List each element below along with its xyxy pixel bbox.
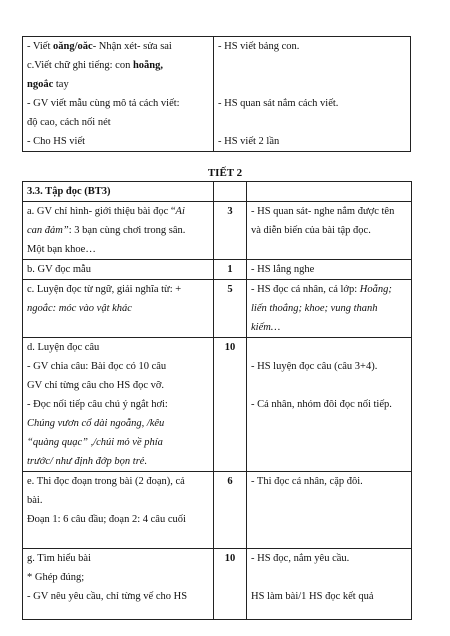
text-line [27,75,209,94]
text-fragment: - Đọc nối tiếp câu chú ý ngắt hơi: [27,399,168,410]
text-fragment: - HS viết bảng con. [218,41,300,52]
table-row [23,260,412,280]
text-line [27,357,209,376]
table-row [23,338,412,472]
text-fragment: - HS lắng nghe [251,264,315,275]
text-line [27,452,209,471]
text-fragment: e. Thi đọc đoạn trong bài (2 đoạn), cả [27,476,185,487]
text-fragment: Chúng vươn cổ dài ngoẵng, /kêu [27,418,165,429]
activity-table-main [22,181,412,620]
text-fragment: tay [53,79,69,90]
minutes-value: 10 [224,342,236,353]
text-fragment: ngoắc: móc vào vật khác [27,303,132,314]
text-line [27,113,209,132]
text-fragment: Ai [175,206,185,217]
time-cell [214,280,247,338]
text-line [218,56,406,75]
student-activity-cell [247,260,412,280]
text-line [27,491,209,510]
text-line [251,549,407,568]
text-line [27,299,209,318]
section-title-cell [23,182,214,202]
text-line [27,56,209,75]
text-line [218,94,406,113]
text-line [27,587,209,606]
text-fragment: a. GV chỉ hình- giới thiệu bài đọc “ [27,206,176,217]
teacher-activity-cell [23,260,214,280]
text-fragment: ngoắc [27,79,54,90]
text-fragment: và diễn biến của bài tập đọc. [251,225,371,236]
minutes-value: 3 [227,206,233,217]
text-line [251,357,407,376]
student-activity-cell [214,37,411,152]
text-line [27,549,209,568]
text-line [251,338,407,357]
text-fragment: - Viết [27,41,54,52]
text-line [27,94,209,113]
text-line [27,132,209,151]
text-line [27,202,209,221]
time-cell [214,549,247,620]
text-fragment: - Cá nhân, nhóm đôi đọc nối tiếp. [251,399,392,410]
table-row [23,202,412,260]
text-line [27,510,209,529]
text-line [251,280,407,299]
text-fragment: độ cao, cách nối nét [27,117,111,128]
text-line [251,318,407,337]
text-line [218,37,406,56]
lesson-heading: TIẾT 2 [207,167,243,179]
activity-table-top [22,36,411,152]
text-line [27,221,209,240]
text-line [251,587,407,606]
teacher-activity-cell [23,280,214,338]
text-fragment: - Nhận xét- sửa sai [92,41,172,52]
student-activity-cell [247,472,412,549]
text-fragment: - GV viết mẫu cùng mô tả cách viết: [27,98,180,109]
text-line [251,395,407,414]
text-line [251,260,407,279]
minutes-value: 10 [224,553,236,564]
text-fragment: b. GV đọc mẫu [27,264,91,275]
text-fragment: bài. [27,495,43,506]
text-fragment: - Thi đọc cá nhân, cặp đôi. [251,476,363,487]
table-row [23,37,411,152]
text-fragment: Hoẵng; [359,284,392,295]
minutes-value: 1 [227,264,233,275]
teacher-activity-cell [23,472,214,549]
text-fragment: - Cho HS viết [27,136,86,147]
text-line [218,113,406,132]
text-fragment: GV chỉ từng câu cho HS đọc vỡ. [27,380,165,391]
text-line [218,132,406,151]
text-line [27,472,209,491]
text-line [27,568,209,587]
text-fragment: c. Luyện đọc từ ngữ, giải nghĩa từ: + [27,284,182,295]
text-line [27,414,209,433]
text-line [251,472,407,491]
text-fragment: trước/ như định đớp bọn trẻ. [27,456,148,467]
text-line [27,260,209,279]
time-cell [214,472,247,549]
text-fragment: c.Viết chữ ghi tiếng: con [27,60,133,71]
student-activity-cell [247,202,412,260]
text-line [251,299,407,318]
text-line [251,376,407,395]
table-row [23,280,412,338]
time-cell [214,338,247,472]
student-activity-cell [247,182,412,202]
time-cell [214,260,247,280]
text-line [27,37,209,56]
text-line [27,376,209,395]
text-fragment: Một bạn khoe… [27,244,96,255]
text-fragment: - GV chia câu: Bài đọc có 10 câu [27,361,167,372]
text-fragment: - GV nêu yêu cầu, chỉ từng vế cho HS [27,591,188,602]
text-fragment: liến thoắng; khoe; vung thanh [251,303,378,314]
text-fragment: kiếm… [251,322,281,333]
text-line [251,202,407,221]
text-fragment: - HS viết 2 lần [218,136,280,147]
table-row [23,549,412,620]
teacher-activity-cell [23,549,214,620]
text-fragment: g. Tìm hiểu bài [27,553,91,564]
text-fragment: - HS quan sát- nghe nắm được tên [251,206,395,217]
text-fragment: oăng/oăc [53,41,93,52]
text-fragment: “quàng quạc” ,/chúi mỏ về phía [27,437,163,448]
student-activity-cell [247,338,412,472]
minutes-value: 5 [227,284,233,295]
text-line [27,280,209,299]
text-line [27,395,209,414]
text-line [251,568,407,587]
text-line [27,318,209,337]
table-row [23,472,412,549]
teacher-activity-cell [23,202,214,260]
time-cell [214,182,247,202]
text-fragment: can đảm” [27,225,69,236]
text-fragment: hoẵng, [132,60,164,71]
teacher-activity-cell [23,338,214,472]
text-fragment: HS làm bài/1 HS đọc kết quả [251,591,374,602]
text-line [251,221,407,240]
text-line [27,433,209,452]
text-line [218,75,406,94]
text-line [27,338,209,357]
text-fragment: - HS luyện đọc câu (câu 3+4). [251,361,378,372]
text-fragment: - HS đọc cá nhân, cả lớp: [251,284,360,295]
section-title: 3.3. Tập đọc (BT3) [27,186,111,197]
text-fragment: - HS đọc, nắm yêu cầu. [251,553,350,564]
student-activity-cell [247,280,412,338]
teacher-activity-cell [23,37,214,152]
text-fragment: Đoạn 1: 6 câu đầu; đoạn 2: 4 câu cuối [27,514,186,525]
student-activity-cell [247,549,412,620]
text-fragment: - HS quan sát nắm cách viết. [218,98,339,109]
time-cell [214,202,247,260]
text-fragment: : 3 bạn cùng chơi trong sân. [68,225,186,236]
text-line [27,240,209,259]
text-fragment: * Ghép đúng; [27,572,85,583]
minutes-value: 6 [227,476,233,487]
text-fragment: d. Luyện đọc câu [27,342,100,353]
section-title-row [23,182,412,202]
